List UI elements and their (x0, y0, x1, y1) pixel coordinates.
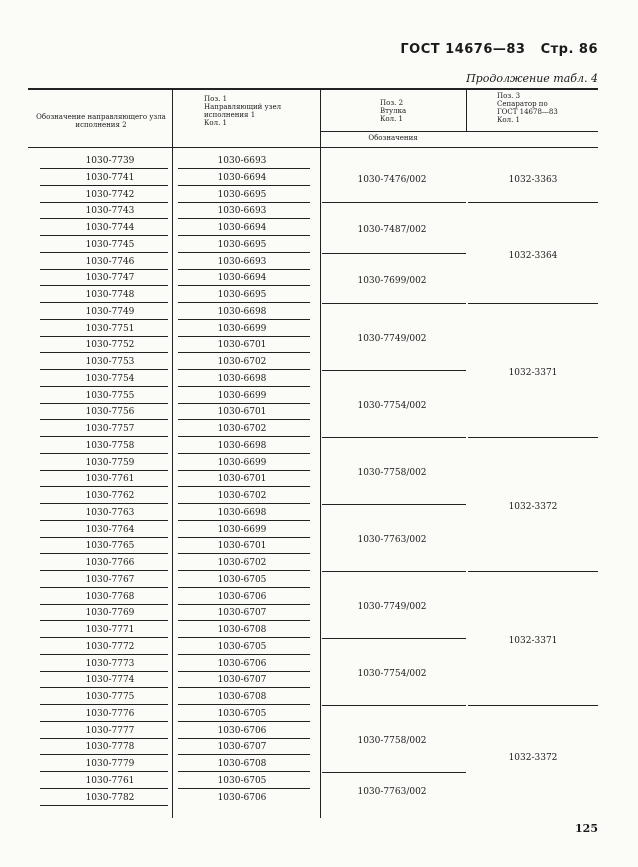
cell-col2: 1030-6702 (217, 558, 267, 568)
row-rule-col1 (40, 570, 168, 571)
row-rule-col2 (178, 604, 310, 605)
row-rule-col1 (40, 687, 168, 688)
cell-col3-group: 1030-7749/002 (357, 334, 427, 345)
cell-col1: 1030-7754 (85, 373, 135, 384)
cell-col2: 1030-6705 (217, 641, 267, 652)
header-col2-line: Поз. 1 (204, 95, 228, 103)
cell-col1: 1030-7755 (85, 390, 135, 401)
row-rule-col2 (178, 570, 310, 571)
cell-col1: 1030-7769 (85, 608, 135, 619)
row-rule-col1 (40, 738, 168, 739)
row-rule-col1 (40, 336, 168, 337)
cell-col1: 1030-7759 (85, 457, 135, 468)
row-rule-col2 (178, 704, 310, 705)
row-rule-col1 (40, 553, 168, 554)
page-number: 125 (575, 822, 598, 835)
cell-col1: 1030-7747 (85, 273, 135, 284)
row-rule-col2 (178, 436, 310, 437)
row-rule-col1 (40, 386, 168, 387)
row-rule-col1 (40, 604, 168, 605)
cell-col2: 1030-6701 (217, 541, 267, 552)
cell-col1: 1030-7748 (85, 290, 135, 300)
cell-col2: 1030-6705 (217, 775, 267, 786)
cell-col2: 1030-6702 (217, 491, 267, 501)
row-rule-col2 (178, 453, 310, 454)
cell-col1: 1030-7775 (85, 692, 135, 702)
cell-col2: 1030-6695 (217, 239, 267, 250)
cell-col2: 1030-6698 (217, 507, 267, 518)
cell-col1: 1030-7757 (85, 424, 135, 434)
row-rule-col1 (40, 788, 168, 789)
cell-col2: 1030-6701 (217, 407, 267, 418)
header-col2-line: Направляющий узел (204, 103, 282, 111)
cell-col1: 1030-7767 (85, 574, 135, 585)
row-rule-col1 (40, 537, 168, 538)
cell-col2: 1030-6706 (217, 658, 267, 669)
group-rule-col3 (322, 772, 466, 773)
cell-col2: 1030-6708 (217, 625, 267, 635)
cell-col1: 1030-7741 (85, 172, 135, 183)
cell-col4-group: 1032-3372 (508, 501, 558, 512)
header-col2-line: Кол. 1 (204, 119, 227, 127)
row-rule-col1 (40, 470, 168, 471)
row-rule-col2 (178, 285, 310, 286)
cell-col2: 1030-6699 (217, 524, 267, 535)
table-continuation: Продолжение табл. 4 (466, 72, 598, 85)
row-rule-col1 (40, 235, 168, 236)
header-col3-line: Поз. 2 (380, 99, 404, 107)
cell-col1: 1030-7772 (85, 641, 135, 652)
row-rule-col2 (178, 620, 310, 621)
row-rule-col1 (40, 486, 168, 487)
cell-col1: 1030-7777 (85, 725, 135, 736)
cell-col1: 1030-7752 (85, 340, 135, 351)
header-col3-line: Кол. 1 (380, 115, 403, 123)
row-rule-col1 (40, 252, 168, 253)
cell-col2: 1030-6707 (217, 608, 267, 619)
cell-col3-group: 1030-7476/002 (357, 175, 427, 186)
col-divider-1 (172, 88, 173, 818)
cell-col2: 1030-6707 (217, 675, 267, 686)
cell-col3-group: 1030-7763/002 (357, 786, 427, 797)
header-col4-line: Поз. 3 (497, 92, 521, 100)
cell-col1: 1030-7753 (85, 357, 135, 367)
row-rule-col2 (178, 671, 310, 672)
cell-col1: 1030-7765 (85, 541, 135, 552)
cell-col1: 1030-7743 (85, 206, 135, 217)
row-rule-col1 (40, 805, 168, 806)
row-rule-col1 (40, 704, 168, 705)
group-rule-col4 (468, 303, 598, 304)
table-top-rule (28, 88, 598, 90)
cell-col2: 1030-6698 (217, 440, 267, 451)
row-rule-col2 (178, 637, 310, 638)
cell-col1: 1030-7758 (85, 440, 135, 451)
row-rule-col1 (40, 352, 168, 353)
row-rule-col2 (178, 721, 310, 722)
cell-col2: 1030-6695 (217, 189, 267, 200)
cell-col1: 1030-7761 (85, 474, 135, 485)
cell-col1: 1030-7764 (85, 524, 135, 535)
cell-col4-group: 1032-3364 (508, 250, 558, 261)
row-rule-col1 (40, 520, 168, 521)
header-col4-line: Кол. 1 (497, 116, 520, 124)
row-rule-col2 (178, 218, 310, 219)
row-rule-col2 (178, 788, 310, 789)
cell-col2: 1030-6701 (217, 340, 267, 351)
header-col2-line: исполнения 1 (204, 111, 256, 119)
cell-col1: 1030-7745 (85, 239, 135, 250)
row-rule-col1 (40, 721, 168, 722)
cell-col2: 1030-6702 (217, 424, 267, 434)
group-rule-col4 (468, 705, 598, 706)
row-rule-col2 (178, 486, 310, 487)
row-rule-col2 (178, 269, 310, 270)
cell-col3-group: 1030-7699/002 (357, 275, 427, 286)
cell-col2: 1030-6694 (217, 273, 267, 284)
row-rule-col1 (40, 771, 168, 772)
row-rule-col2 (178, 687, 310, 688)
row-rule-col1 (40, 654, 168, 655)
row-rule-col2 (178, 520, 310, 521)
header-designations: Обозначения (368, 134, 418, 142)
cell-col2: 1030-6693 (217, 156, 267, 166)
row-rule-col1 (40, 620, 168, 621)
col-divider-3 (466, 88, 467, 131)
cell-col3-group: 1030-7758/002 (357, 468, 427, 479)
cell-col2: 1030-6708 (217, 759, 267, 769)
cell-col3-group: 1030-7749/002 (357, 602, 427, 613)
row-rule-col2 (178, 185, 310, 186)
cell-col2: 1030-6707 (217, 742, 267, 753)
cell-col2: 1030-6705 (217, 574, 267, 585)
cell-col2: 1030-6693 (217, 206, 267, 217)
row-rule-col1 (40, 218, 168, 219)
row-rule-col2 (178, 168, 310, 169)
cell-col1: 1030-7782 (85, 792, 135, 803)
cell-col2: 1030-6698 (217, 373, 267, 384)
row-rule-col2 (178, 553, 310, 554)
standard-number: ГОСТ 14676—83 (400, 42, 526, 57)
row-rule-col2 (178, 252, 310, 253)
cell-col2: 1030-6701 (217, 474, 267, 485)
row-rule-col1 (40, 168, 168, 169)
cell-col1: 1030-7779 (85, 759, 135, 769)
cell-col3-group: 1030-7487/002 (357, 225, 427, 236)
cell-col1: 1030-7762 (85, 491, 135, 501)
header-col3 (380, 99, 460, 123)
group-rule-col3 (322, 504, 466, 505)
group-rule-col3 (322, 253, 466, 254)
row-rule-col2 (178, 319, 310, 320)
subheader-rule (320, 131, 598, 132)
row-rule-col2 (178, 302, 310, 303)
cell-col1: 1030-7749 (85, 306, 135, 317)
header-col1: Обозначение направляющего узла исполнения 2 (36, 113, 166, 129)
group-rule-col3 (322, 202, 466, 203)
cell-col1: 1030-7742 (85, 189, 135, 200)
cell-col2: 1030-6706 (217, 591, 267, 602)
row-rule-col1 (40, 453, 168, 454)
row-rule-col1 (40, 202, 168, 203)
row-rule-col1 (40, 369, 168, 370)
header-col4-line: Сепаратор по (497, 100, 548, 108)
row-rule-col2 (178, 587, 310, 588)
cell-col1: 1030-7756 (85, 407, 135, 418)
row-rule-col2 (178, 537, 310, 538)
cell-col1: 1030-7773 (85, 658, 135, 669)
row-rule-col1 (40, 587, 168, 588)
group-rule-col3 (322, 437, 466, 438)
cell-col2: 1030-6694 (217, 172, 267, 183)
cell-col1: 1030-7739 (85, 156, 135, 166)
row-rule-col2 (178, 503, 310, 504)
header-bottom-rule (28, 147, 598, 148)
row-rule-col2 (178, 419, 310, 420)
cell-col1: 1030-7751 (85, 323, 135, 334)
row-rule-col1 (40, 319, 168, 320)
row-rule-col2 (178, 754, 310, 755)
cell-col2: 1030-6699 (217, 390, 267, 401)
cell-col2: 1030-6694 (217, 223, 267, 233)
group-rule-col4 (468, 571, 598, 572)
row-rule-col1 (40, 302, 168, 303)
row-rule-col2 (178, 386, 310, 387)
cell-col2: 1030-6705 (217, 708, 267, 719)
cell-col1: 1030-7761 (85, 775, 135, 786)
cell-col1: 1030-7768 (85, 591, 135, 602)
cell-col4-group: 1032-3363 (508, 175, 558, 186)
cell-col1: 1030-7744 (85, 223, 135, 233)
col-divider-2 (320, 88, 321, 818)
row-rule-col2 (178, 403, 310, 404)
group-rule-col4 (468, 202, 598, 203)
cell-col2: 1030-6708 (217, 692, 267, 702)
header-col2 (204, 95, 314, 127)
group-rule-col3 (322, 638, 466, 639)
cell-col2: 1030-6695 (217, 290, 267, 300)
row-rule-col1 (40, 285, 168, 286)
row-rule-col1 (40, 419, 168, 420)
row-rule-col2 (178, 235, 310, 236)
cell-col1: 1030-7766 (85, 558, 135, 568)
cell-col1: 1030-7763 (85, 507, 135, 518)
cell-col4-group: 1032-3372 (508, 753, 558, 763)
row-rule-col2 (178, 654, 310, 655)
row-rule-col1 (40, 637, 168, 638)
row-rule-col2 (178, 738, 310, 739)
cell-col2: 1030-6693 (217, 256, 267, 267)
cell-col1: 1030-7778 (85, 742, 135, 753)
group-rule-col3 (322, 705, 466, 706)
cell-col1: 1030-7771 (85, 625, 135, 635)
header-col4 (497, 92, 587, 124)
row-rule-col1 (40, 269, 168, 270)
row-rule-col1 (40, 503, 168, 504)
row-rule-col1 (40, 403, 168, 404)
group-rule-col3 (322, 303, 466, 304)
cell-col3-group: 1030-7758/002 (357, 736, 427, 747)
row-rule-col1 (40, 436, 168, 437)
row-rule-col2 (178, 352, 310, 353)
cell-col1: 1030-7774 (85, 675, 135, 686)
row-rule-col1 (40, 671, 168, 672)
page-label: Стр. 86 (540, 42, 598, 57)
row-rule-col2 (178, 369, 310, 370)
group-rule-col3 (322, 370, 466, 371)
cell-col2: 1030-6699 (217, 323, 267, 334)
row-rule-col2 (178, 336, 310, 337)
cell-col2: 1030-6702 (217, 357, 267, 367)
row-rule-col2 (178, 470, 310, 471)
cell-col1: 1030-7776 (85, 708, 135, 719)
cell-col2: 1030-6706 (217, 725, 267, 736)
cell-col3-group: 1030-7754/002 (357, 669, 427, 680)
cell-col2: 1030-6706 (217, 792, 267, 803)
group-rule-col3 (322, 571, 466, 572)
cell-col2: 1030-6698 (217, 306, 267, 317)
cell-col2: 1030-6699 (217, 457, 267, 468)
row-rule-col1 (40, 185, 168, 186)
group-rule-col4 (468, 437, 598, 438)
cell-col3-group: 1030-7763/002 (357, 535, 427, 546)
cell-col4-group: 1032-3371 (508, 635, 558, 646)
header-col4-line: ГОСТ 14678—83 (497, 108, 558, 116)
header-col3-line: Втулка (380, 107, 407, 115)
cell-col1: 1030-7746 (85, 256, 135, 267)
cell-col3-group: 1030-7754/002 (357, 401, 427, 412)
row-rule-col2 (178, 202, 310, 203)
row-rule-col2 (178, 771, 310, 772)
row-rule-col1 (40, 754, 168, 755)
cell-col4-group: 1032-3371 (508, 367, 558, 378)
